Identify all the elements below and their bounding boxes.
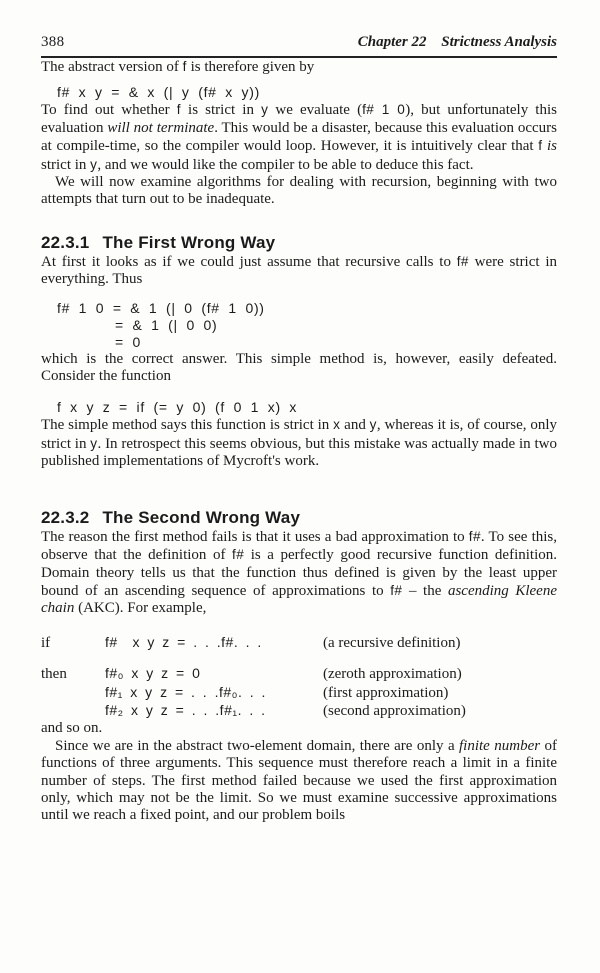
para-simple-method: [41, 416, 557, 470]
text-run: is: [547, 138, 558, 155]
text-run: f#: [232, 547, 245, 563]
akc-label: if: [41, 634, 51, 651]
heading-text: The Second Wrong Way: [102, 507, 301, 527]
akc-row: [41, 634, 557, 652]
text-run: y: [90, 156, 98, 172]
akc-comment: (second approximation): [323, 702, 466, 719]
text-run: of functions of three arguments. This sequence must therefore reach a limit in a finite number of steps. The first method failed because we used the first approximation only, which may not be the limit. So we must examine successive approximations until we reach a fixed point, and our problem boils: [41, 737, 557, 824]
code-abstract-function: f# x y = & x (| y (f# x y)): [57, 84, 260, 101]
akc-row: [41, 665, 557, 683]
para-reason-fails: [41, 528, 557, 618]
text-run: The reason the first method fails is that it uses a bad approximation to: [41, 528, 469, 545]
code-derivation: [57, 300, 557, 351]
akc-row: [41, 702, 557, 720]
para-strictness-evaluation: [41, 101, 557, 174]
code-derivation-line: = & 1 (| 0 0): [115, 316, 218, 333]
text-run: Since we are in the abstract two-element domain, there are only a: [55, 737, 460, 754]
akc-code: f#₂ x y z = . . .f#₁. . .: [105, 701, 266, 718]
code-derivation-line: f# 1 0 = & 1 (| 0 (f# 1 0)): [57, 299, 265, 316]
akc-comment: (a recursive definition): [323, 634, 461, 651]
page-number: 388: [41, 34, 65, 50]
text-run: finite number: [459, 737, 541, 754]
akc-row: [41, 684, 557, 702]
text-run: f#: [390, 582, 403, 598]
text-run: (AKC). For example,: [74, 600, 207, 617]
akc-code: f#₀ x y z = 0: [105, 665, 201, 682]
running-head: [358, 34, 557, 51]
akc-code: f# x y z = . . .f#. . .: [105, 633, 262, 650]
text-run: y: [90, 435, 98, 451]
text-run: and so on.: [41, 720, 103, 737]
text-run: To find out whether: [41, 102, 177, 119]
para-first-wrong-way: [41, 253, 557, 289]
text-run: We will now examine algorithms for dealing with recursion, beginning with two attempts that turn out to be inadequate.: [41, 174, 557, 208]
para-and-so-on: [41, 720, 557, 737]
text-run: At first it looks as if we could just assume that recursive calls to: [41, 253, 457, 270]
para-since-finite: [41, 738, 557, 825]
text-run: is a perfectly good recursive function definition. Domain theory tells us that the function thus defined is given by the least upper bound of an ascending sequence of approximations to: [41, 547, 557, 599]
heading-22-3-1: [41, 233, 557, 253]
heading-text: The First Wrong Way: [102, 232, 276, 252]
akc-code: f#₁ x y z = . . .f#₀. . .: [105, 683, 266, 700]
para-intro: [41, 58, 557, 76]
text-run: were strict in everything. Thus: [41, 253, 557, 288]
text-run: x: [333, 417, 341, 433]
text-run: is strict in: [180, 102, 262, 119]
text-run: strict in: [41, 156, 91, 173]
text-run: f#: [468, 528, 481, 544]
text-run: and: [340, 417, 370, 434]
text-run: f: [182, 59, 187, 74]
text-run: y: [261, 102, 269, 118]
text-run: ), but unfortunately this evaluation: [41, 102, 557, 136]
text-run: f: [176, 102, 181, 118]
text-run: y: [369, 417, 377, 433]
text-run: ascending Kleene chain: [41, 582, 557, 617]
akc-table: [41, 634, 557, 721]
text-run: which is the correct answer. This simple method is, however, easily defeated. Consider the function: [41, 350, 557, 385]
text-run: f# 1 0: [362, 102, 406, 118]
text-run: – the: [402, 582, 448, 599]
text-run: we evaluate (: [268, 102, 363, 119]
running-head-chapter: Chapter 22: [357, 34, 427, 50]
text-run: f: [538, 138, 543, 154]
text-run: . This would be a disaster, because this evaluation occurs at compile-time, so the compiler would loop. However, it is intuitively clear that: [41, 119, 557, 155]
text-run: , whereas it is, of course, only strict in: [41, 417, 557, 452]
text-run: , and we would like the compiler to be able to deduce this fact.: [97, 156, 474, 173]
text-run: The abstract version of: [41, 59, 183, 75]
para-examine-algorithms: [41, 174, 557, 209]
akc-label: then: [41, 666, 67, 683]
code-function-definition: f x y z = if (= y 0) (f 0 1 x) x: [57, 399, 298, 416]
text-run: will not terminate: [107, 119, 215, 136]
akc-comment: (zeroth approximation): [323, 666, 462, 683]
heading-number: 22.3.1: [41, 232, 90, 252]
text-run: The simple method says this function is strict in: [41, 417, 334, 434]
akc-comment: (first approximation): [323, 684, 449, 701]
text-run: f#: [456, 253, 469, 269]
heading-22-3-2: [41, 508, 557, 528]
para-correct-answer: [41, 351, 557, 386]
text-run: . In retrospect this seems obvious, but this mistake was actually made in two published implementations of Mycroft's work.: [41, 435, 557, 470]
text-run: is therefore given by: [186, 59, 315, 75]
page-header: [41, 34, 557, 58]
text-run: . To see this, observe that the definition of: [41, 528, 557, 564]
running-head-title: Strictness Analysis: [441, 34, 557, 50]
heading-number: 22.3.2: [41, 507, 90, 527]
code-derivation-line: = 0: [115, 333, 141, 350]
